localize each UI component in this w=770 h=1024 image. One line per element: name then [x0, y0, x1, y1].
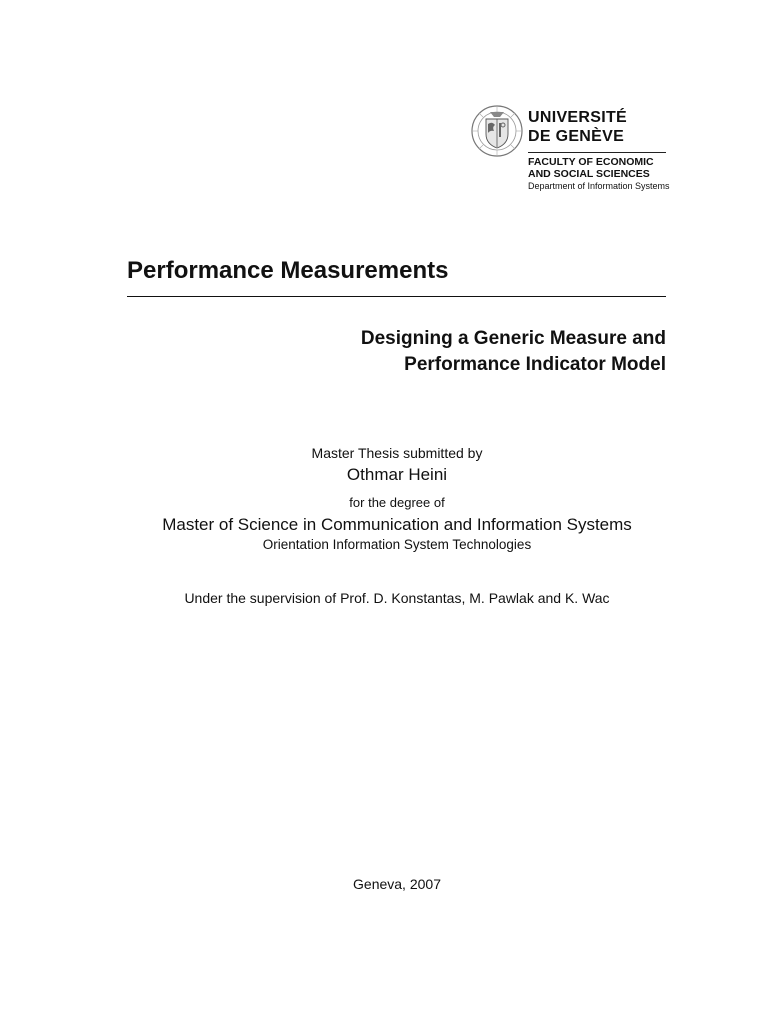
- title-divider: [127, 296, 666, 297]
- subtitle-line2: Performance Indicator Model: [404, 354, 666, 375]
- orientation-name: Orientation Information System Technologies: [262, 537, 532, 552]
- supervision-line: Under the supervision of Prof. D. Konstantas, M. Pawlak and K. Wac: [184, 590, 610, 606]
- faculty-line2: AND SOCIAL SCIENCES: [528, 168, 650, 180]
- logo-divider: [528, 152, 666, 153]
- document-title: Performance Measurements: [127, 257, 449, 284]
- university-seal-icon: [470, 104, 524, 158]
- degree-label: for the degree of: [349, 495, 445, 510]
- university-name-line1: UNIVERSITÉ: [528, 109, 628, 126]
- university-name-line2: DE GENÈVE: [528, 128, 625, 145]
- department-name: Department of Information Systems: [528, 181, 670, 191]
- author-name: Othmar Heini: [346, 465, 448, 484]
- place-date: Geneva, 2007: [353, 876, 441, 892]
- university-logo: [470, 104, 680, 196]
- faculty-name: [528, 156, 654, 180]
- degree-name: Master of Science in Communication and Information Systems: [162, 515, 632, 534]
- document-subtitle: [361, 326, 666, 378]
- subtitle-line1: Designing a Generic Measure and: [360, 328, 666, 349]
- university-name: [528, 108, 627, 146]
- submitted-by-label: Master Thesis submitted by: [311, 445, 483, 461]
- faculty-line1: FACULTY OF ECONOMIC: [528, 156, 654, 168]
